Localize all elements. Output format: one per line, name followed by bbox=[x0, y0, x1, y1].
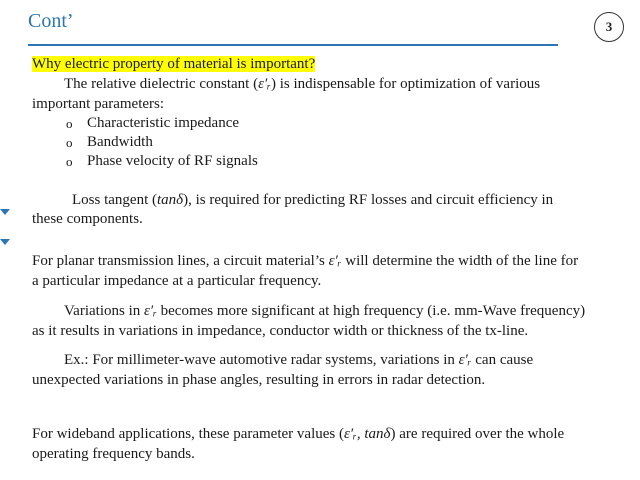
p1-text-b: ) is indispensable for optimization of various bbox=[270, 76, 541, 92]
question-highlight: Why electric property of material is important? bbox=[32, 56, 316, 72]
edge-chevron-top bbox=[0, 209, 10, 215]
epsilon-symbol: ε′ᵣ bbox=[458, 352, 472, 368]
paragraph-5-line-1 bbox=[64, 351, 533, 369]
p4-text-a: Variations in bbox=[64, 303, 144, 319]
paragraph-1-line-2: important parameters: bbox=[32, 96, 165, 112]
p6-text-a: For wideband applications, these parameter values ( bbox=[32, 426, 344, 442]
bullet-item: Characteristic impedance bbox=[87, 115, 240, 131]
epsilon-tan-delta-symbols: ε′ᵣ, tanδ bbox=[343, 426, 391, 442]
p2-text-a: Loss tangent ( bbox=[72, 192, 157, 208]
paragraph-2-line-1 bbox=[72, 191, 553, 209]
p6-text-b: ) are required over the whole bbox=[390, 426, 565, 442]
p2-text-b: ), is required for predicting RF losses and circuit efficiency in bbox=[183, 192, 554, 208]
paragraph-4-line-2: as it results in variations in impedance, conductor width or thickness of the tx-line. bbox=[32, 323, 529, 339]
p5-text-a: Ex.: For millimeter-wave automotive radar systems, variations in bbox=[64, 352, 459, 368]
tan-delta-symbol: tanδ bbox=[156, 192, 184, 208]
paragraph-1-line-1 bbox=[64, 75, 540, 93]
epsilon-symbol: ε′ᵣ bbox=[328, 253, 342, 269]
title-underline bbox=[28, 44, 558, 46]
p3-text-a: For planar transmission lines, a circuit material’s bbox=[32, 253, 329, 269]
paragraph-3-line-2: a particular impedance at a particular frequency. bbox=[32, 273, 322, 289]
p4-text-b: becomes more significant at high frequency (i.e. mm-Wave frequency) bbox=[156, 303, 586, 319]
epsilon-symbol: ε′ᵣ bbox=[258, 76, 271, 92]
bullet-marker: o bbox=[66, 135, 73, 150]
epsilon-symbol: ε′ᵣ bbox=[144, 303, 157, 319]
p5-text-b: can cause bbox=[471, 352, 534, 368]
paragraph-5-line-2: unexpected variations in phase angles, resulting in errors in radar detection. bbox=[32, 372, 486, 388]
paragraph-2-line-2: these components. bbox=[32, 211, 143, 227]
bullet-marker: o bbox=[66, 116, 73, 131]
bullet-item: Bandwidth bbox=[87, 134, 153, 150]
paragraph-3-line-1 bbox=[32, 252, 578, 270]
paragraph-6-line-1 bbox=[32, 425, 564, 443]
p1-text-a: The relative dielectric constant ( bbox=[64, 76, 259, 92]
bullet-marker: o bbox=[66, 154, 73, 169]
page-number-badge: 3 bbox=[594, 12, 624, 42]
paragraph-4-line-1 bbox=[64, 302, 585, 320]
bullet-item: Phase velocity of RF signals bbox=[87, 153, 258, 169]
question-heading bbox=[32, 55, 315, 73]
paragraph-6-line-2: operating frequency bands. bbox=[32, 446, 195, 462]
p3-text-b: will determine the width of the line for bbox=[341, 253, 579, 269]
slide-title: Cont’ bbox=[28, 10, 74, 32]
edge-chevron-bottom bbox=[0, 239, 10, 245]
